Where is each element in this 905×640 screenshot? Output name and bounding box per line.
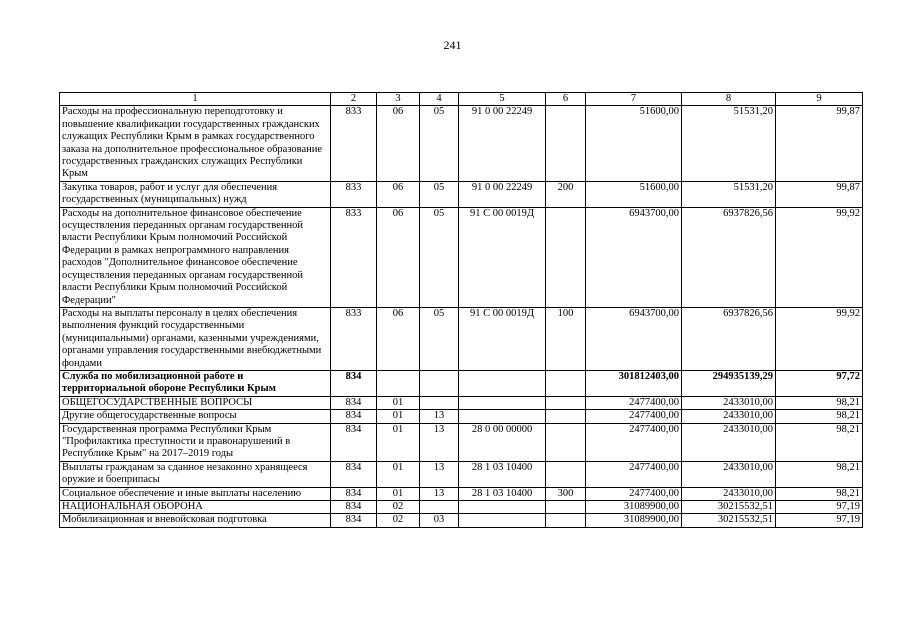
row-name-cell: Расходы на профессиональную переподготовку и повышение квалификации государственных гражданских служащих Республики Крым в рамках государственного заказа на дополнительное профессиональное образование государственных гражданских служащих Республики Крым <box>60 106 331 181</box>
expense-type-cell <box>546 207 586 307</box>
target-article-cell: 28 1 03 10400 <box>459 487 546 500</box>
section-cell: 01 <box>377 423 420 461</box>
table-row <box>60 181 863 207</box>
target-article-cell: 28 1 03 10400 <box>459 461 546 487</box>
percent-cell: 97,19 <box>776 514 863 527</box>
row-name-cell: Государственная программа Республики Крым "Профилактика преступности и правонарушений в Республике Крым" на 2017–2019 годы <box>60 423 331 461</box>
expense-type-cell <box>546 514 586 527</box>
row-name-cell: НАЦИОНАЛЬНАЯ ОБОРОНА <box>60 501 331 514</box>
subsection-cell <box>420 501 459 514</box>
table-row <box>60 207 863 307</box>
percent-cell: 98,21 <box>776 487 863 500</box>
section-cell: 01 <box>377 410 420 423</box>
section-cell: 01 <box>377 487 420 500</box>
expense-type-cell: 100 <box>546 307 586 370</box>
percent-cell: 98,21 <box>776 410 863 423</box>
table-row <box>60 410 863 423</box>
subsection-cell: 13 <box>420 410 459 423</box>
admin-code-cell: 834 <box>331 501 377 514</box>
section-cell: 06 <box>377 181 420 207</box>
header-cell: 7 <box>586 93 682 106</box>
section-cell: 02 <box>377 501 420 514</box>
plan-amount-cell: 51600,00 <box>586 106 682 181</box>
plan-amount-cell: 6943700,00 <box>586 207 682 307</box>
section-cell: 06 <box>377 307 420 370</box>
actual-amount-cell: 51531,20 <box>682 106 776 181</box>
section-cell: 02 <box>377 514 420 527</box>
percent-cell: 99,87 <box>776 181 863 207</box>
expense-type-cell <box>546 423 586 461</box>
subsection-cell: 05 <box>420 181 459 207</box>
header-row <box>60 93 863 106</box>
header-cell: 1 <box>60 93 331 106</box>
expense-type-cell: 300 <box>546 487 586 500</box>
row-name-cell: Другие общегосударственные вопросы <box>60 410 331 423</box>
admin-code-cell: 834 <box>331 370 377 396</box>
target-article-cell: 91 С 00 0019Д <box>459 307 546 370</box>
table-row <box>60 106 863 181</box>
percent-cell: 97,72 <box>776 370 863 396</box>
actual-amount-cell: 30215532,51 <box>682 514 776 527</box>
plan-amount-cell: 51600,00 <box>586 181 682 207</box>
expense-type-cell <box>546 501 586 514</box>
plan-amount-cell: 31089900,00 <box>586 501 682 514</box>
row-name-cell: Закупка товаров, работ и услуг для обеспечения государственных (муниципальных) нужд <box>60 181 331 207</box>
table-row <box>60 501 863 514</box>
actual-amount-cell: 294935139,29 <box>682 370 776 396</box>
subsection-cell: 13 <box>420 487 459 500</box>
section-cell: 01 <box>377 396 420 409</box>
expense-type-cell <box>546 396 586 409</box>
admin-code-cell: 834 <box>331 423 377 461</box>
percent-cell: 97,19 <box>776 501 863 514</box>
target-article-cell <box>459 514 546 527</box>
table-row <box>60 514 863 527</box>
expense-type-cell <box>546 370 586 396</box>
subsection-cell <box>420 370 459 396</box>
target-article-cell <box>459 501 546 514</box>
row-name-cell: Расходы на выплаты персоналу в целях обеспечения выполнения функций государственными (муниципальными) органами, казенными учреждениями, органами управления государственными внебюджетными фондами <box>60 307 331 370</box>
subsection-cell: 05 <box>420 307 459 370</box>
section-cell: 01 <box>377 461 420 487</box>
header-cell: 3 <box>377 93 420 106</box>
target-article-cell: 91 0 00 22249 <box>459 181 546 207</box>
subsection-cell: 05 <box>420 106 459 181</box>
admin-code-cell: 834 <box>331 514 377 527</box>
target-article-cell: 28 0 00 00000 <box>459 423 546 461</box>
section-cell: 06 <box>377 106 420 181</box>
header-cell: 8 <box>682 93 776 106</box>
admin-code-cell: 833 <box>331 181 377 207</box>
percent-cell: 99,92 <box>776 307 863 370</box>
section-cell <box>377 370 420 396</box>
subsection-cell: 05 <box>420 207 459 307</box>
actual-amount-cell: 2433010,00 <box>682 396 776 409</box>
page-number: 241 <box>443 38 462 52</box>
percent-cell: 98,21 <box>776 396 863 409</box>
plan-amount-cell: 2477400,00 <box>586 396 682 409</box>
row-name-cell: Служба по мобилизационной работе и территориальной обороне Республики Крым <box>60 370 331 396</box>
actual-amount-cell: 6937826,56 <box>682 307 776 370</box>
target-article-cell: 91 С 00 0019Д <box>459 207 546 307</box>
table-row <box>60 487 863 500</box>
target-article-cell: 91 0 00 22249 <box>459 106 546 181</box>
table-row <box>60 307 863 370</box>
actual-amount-cell: 2433010,00 <box>682 461 776 487</box>
admin-code-cell: 834 <box>331 396 377 409</box>
plan-amount-cell: 2477400,00 <box>586 461 682 487</box>
subsection-cell <box>420 396 459 409</box>
plan-amount-cell: 6943700,00 <box>586 307 682 370</box>
percent-cell: 98,21 <box>776 423 863 461</box>
percent-cell: 99,92 <box>776 207 863 307</box>
actual-amount-cell: 51531,20 <box>682 181 776 207</box>
admin-code-cell: 834 <box>331 461 377 487</box>
target-article-cell <box>459 370 546 396</box>
section-cell: 06 <box>377 207 420 307</box>
percent-cell: 99,87 <box>776 106 863 181</box>
admin-code-cell: 833 <box>331 207 377 307</box>
percent-cell: 98,21 <box>776 461 863 487</box>
actual-amount-cell: 2433010,00 <box>682 487 776 500</box>
header-cell: 2 <box>331 93 377 106</box>
header-cell: 9 <box>776 93 863 106</box>
plan-amount-cell: 2477400,00 <box>586 487 682 500</box>
row-name-cell: ОБЩЕГОСУДАРСТВЕННЫЕ ВОПРОСЫ <box>60 396 331 409</box>
subsection-cell: 13 <box>420 423 459 461</box>
header-cell: 5 <box>459 93 546 106</box>
expense-type-cell <box>546 410 586 423</box>
plan-amount-cell: 31089900,00 <box>586 514 682 527</box>
row-name-cell: Расходы на дополнительное финансовое обеспечение осуществления переданных органам государственной власти Республики Крым полномочий Российской Федерации в рамках непрограммного направления расходов "Дополнительное финансовое обеспечение осуществления переданных органам государственной власти Республики Крым полномочий Российской Федерации" <box>60 207 331 307</box>
budget-table <box>59 92 863 528</box>
admin-code-cell: 833 <box>331 307 377 370</box>
actual-amount-cell: 2433010,00 <box>682 423 776 461</box>
plan-amount-cell: 301812403,00 <box>586 370 682 396</box>
row-name-cell: Социальное обеспечение и иные выплаты населению <box>60 487 331 500</box>
admin-code-cell: 833 <box>331 106 377 181</box>
expense-type-cell <box>546 106 586 181</box>
actual-amount-cell: 30215532,51 <box>682 501 776 514</box>
row-name-cell: Мобилизационная и вневойсковая подготовка <box>60 514 331 527</box>
subsection-cell: 03 <box>420 514 459 527</box>
actual-amount-cell: 6937826,56 <box>682 207 776 307</box>
target-article-cell <box>459 396 546 409</box>
expense-type-cell <box>546 461 586 487</box>
admin-code-cell: 834 <box>331 410 377 423</box>
table-row <box>60 396 863 409</box>
row-name-cell: Выплаты гражданам за сданное незаконно хранящееся оружие и боеприпасы <box>60 461 331 487</box>
table-row <box>60 370 863 396</box>
expense-type-cell: 200 <box>546 181 586 207</box>
subsection-cell: 13 <box>420 461 459 487</box>
header-cell: 4 <box>420 93 459 106</box>
actual-amount-cell: 2433010,00 <box>682 410 776 423</box>
admin-code-cell: 834 <box>331 487 377 500</box>
header-cell: 6 <box>546 93 586 106</box>
table-row <box>60 423 863 461</box>
plan-amount-cell: 2477400,00 <box>586 410 682 423</box>
target-article-cell <box>459 410 546 423</box>
plan-amount-cell: 2477400,00 <box>586 423 682 461</box>
table-row <box>60 461 863 487</box>
